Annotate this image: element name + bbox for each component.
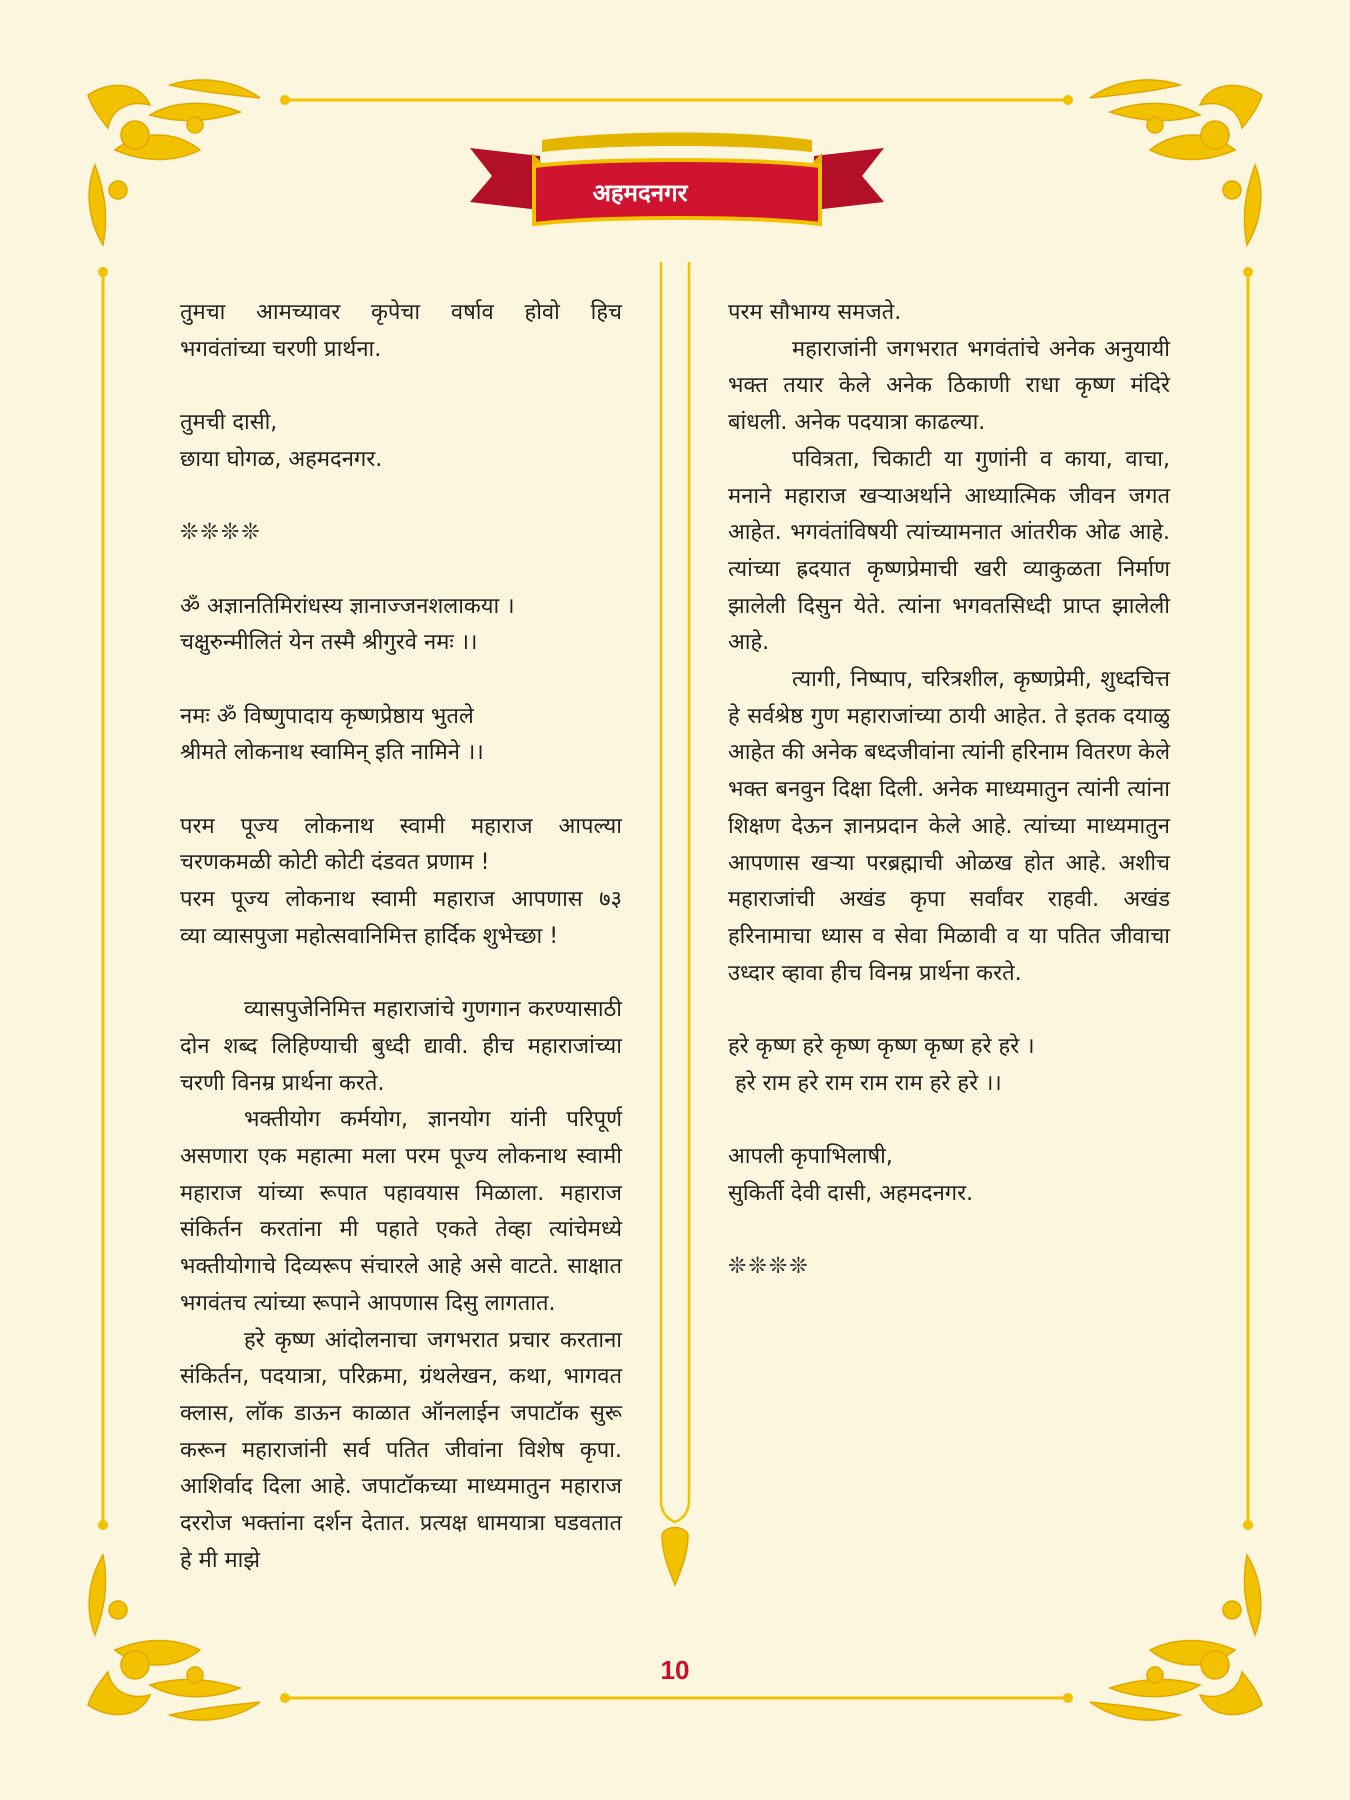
left-p12: परम पूज्य लोकनाथ स्वामी महाराज आपणास ७३	[180, 887, 622, 913]
right-p1: परम सौभाग्य समजते.	[728, 300, 902, 325]
left-p8: नमः ॐ विष्णुपादाय कृष्णप्रेष्ठाय भुतले	[180, 703, 474, 729]
right-p8: सुकिर्ती देवी दासी, अहमदनगर.	[728, 1180, 974, 1206]
page-number: 10	[660, 1655, 690, 1685]
corner-ornament-bottom-left	[88, 1555, 260, 1720]
left-p13: व्या व्यासपुजा महोत्सवानिमित्त हार्दिक शुभेच्छा !	[180, 923, 559, 949]
left-p11: चरणकमळी कोटी कोटी दंडवत प्रणाम !	[180, 850, 490, 876]
left-column	[180, 295, 622, 1580]
section-separator-stars-right: ❊❊❊❊	[728, 1254, 810, 1280]
page-title: अहमदनगर	[592, 179, 688, 207]
right-p2: महाराजांनी जगभरात भगवंतांचे अनेक अनुयायी भक्त तयार केले अनेक ठिकाणी राधा कृष्ण मंदिरे बांधली. अनेक पदयात्रा काढल्या.	[728, 336, 1170, 436]
right-p4: त्यागी, निष्पाप, चरित्रशील, कृष्णप्रेमी, शुध्दचित्त हे सर्वश्रेष्ठ गुण महाराजांच्या ठायी आहेत. ते इतक दयाळु आहेत की अनेक बध्दजीवांना त्यांनी हरिनाम वितरण केले भक्त बनवुन दिक्षा दिली. अनेक माध्यमातुन त्यांनी त्यांना शिक्षण देऊन ज्ञानप्रदान केले आहे. त्यांच्या माध्यमातुन आपणास खऱ्या परब्रह्माची ओळख होत आहे. अशीच महाराजांची अखंड कृपा सर्वांवर राहवी. अखंड हरिनामाचा ध्यास व सेवा मिळावी व या पतित जीवाचा उध्दार व्हावा हीच विनम्र प्रार्थना करते.	[728, 667, 1170, 986]
left-p6: ॐ अज्ञानतिमिरांधस्य ज्ञानाज्जनशलाकया ।	[180, 593, 515, 619]
left-p3: तुमची दासी,	[180, 410, 278, 436]
section-separator-stars: ❊❊❊❊	[180, 520, 262, 546]
left-p7: चक्षुरुन्मीलितं येन तस्मै श्रीगुरवे नमः ।।	[180, 630, 478, 656]
column-divider	[661, 262, 689, 1585]
corner-ornament-top-left	[88, 80, 260, 245]
corner-ornament-bottom-right	[1090, 1555, 1262, 1720]
right-p5: हरे कृष्ण हरे कृष्ण कृष्ण कृष्ण हरे हरे ।	[728, 1034, 1035, 1060]
left-p15: भक्तीयोग कर्मयोग, ज्ञानयोग यांनी परिपूर्ण असणारा एक महात्मा मला परम पूज्य लोकनाथ स्वामी महाराज यांच्या रूपात पहावयास मिळाला. महाराज संकिर्तन करतांना मी पहाते एकते तेव्हा त्यांचेमध्ये भक्तीयोगाचे दिव्यरूप संचारले आहे असे वाटते. साक्षात भगवंतच त्यांच्या रूपाने आपणास दिसु लागतात.	[180, 1107, 622, 1316]
corner-ornament-top-right	[1090, 80, 1262, 245]
right-p7: आपली कृपाभिलाषी,	[728, 1144, 893, 1170]
left-p16: हरे कृष्ण आंदोलनाचा जगभरात प्रचार करताना संकिर्तन, पदयात्रा, परिक्रमा, ग्रंथलेखन, कथा, भागवत क्लास, लॉक डाऊन काळात ऑनलाईन जपाटॉक सुरू करून महाराजांनी सर्व पतित जीवांना विशेष कृपा. आशिर्वाद दिला आहे. जपाटॉकच्या माध्यमातुन महाराज दररोज भक्तांना दर्शन देतात. प्रत्यक्ष धामयात्रा घडवतात हे मी माझे	[180, 1327, 622, 1573]
left-p1: तुमचा आमच्यावर कृपेचा वर्षाव होवो हिच	[180, 300, 622, 325]
right-p3: पवित्रता, चिकाटी या गुणांनी व काया, वाचा, मनाने महाराज खऱ्याअर्थाने आध्यात्मिक जीवन जगत आहेत. भगवंतांविषयी त्यांच्यामनात आंतरीक ओढ आहे. त्यांच्या ह्रदयात कृष्णप्रेमाची खरी व्याकुळता निर्माण झालेली दिसुन येते. त्यांना भगवतसिध्दी प्राप्त झालेली आहे.	[728, 446, 1170, 656]
left-p9: श्रीमते लोकनाथ स्वामिन् इति नामिने ।।	[180, 740, 484, 766]
right-column	[728, 295, 1170, 1286]
left-p4: छाया घोगळ, अहमदनगर.	[180, 446, 383, 472]
left-p10: परम पूज्य लोकनाथ स्वामी महाराज आपल्या	[180, 813, 622, 839]
left-p2: भगवंतांच्या चरणी प्रार्थना.	[180, 336, 382, 362]
right-p6: हरे राम हरे राम राम राम हरे हरे ।।	[728, 1070, 1002, 1096]
left-p14: व्यासपुजेनिमित्त महाराजांचे गुणगान करण्यासाठी दोन शब्द लिहिण्याची बुध्दी द्यावी. हीच महाराजांच्या चरणी विनम्र प्रार्थना करते.	[180, 997, 622, 1096]
